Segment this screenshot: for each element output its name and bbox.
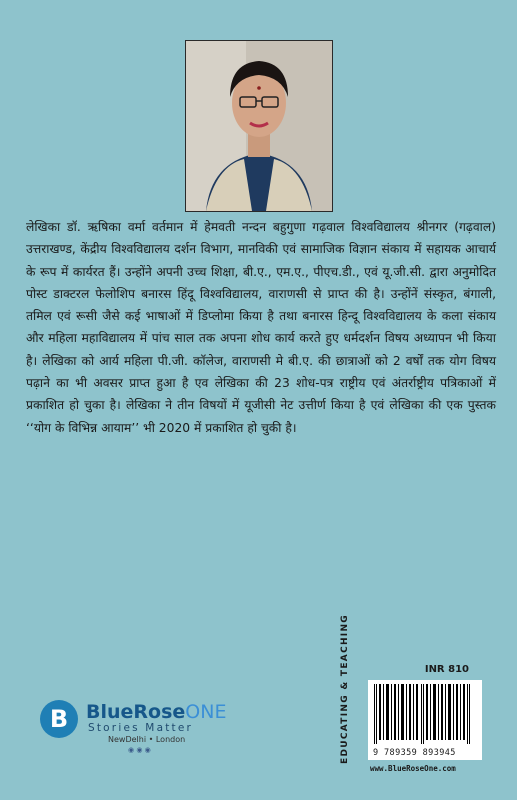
publisher-name-accent: ONE [185,701,227,723]
publisher-website: www.BlueRoseOne.com [370,764,456,773]
isbn-number: 9 789359 893945 [373,748,456,758]
publisher-name-main: BlueRose [86,701,186,723]
publisher-tagline: Stories Matter [88,722,194,734]
publisher-logo: B [40,700,78,738]
price-label: INR 810 [424,664,469,675]
publisher-name [86,701,226,723]
category-label [330,614,360,774]
barcode-bars [368,680,482,746]
social-icons: ◉ ◉ ◉ [128,746,151,754]
author-bio: लेखिका डॉ. ऋषिका वर्मा वर्तमान में हेमवती नन्दन बहुगुणा गढ़वाल विश्वविद्यालय श्रीनगर (गढ़वाल) उत्तराखण्ड, केंद्रीय विश्वविद्यालय दर्शन विभाग, मानविकी एवं सामाजिक विज्ञान संकाय में सहायक आचार्य के रूप में कार्यरत हैं। उन्होंने अपनी उच्च शिक्षा, बी.ए., एम.ए., पीएच.डी., एवं यू.जी.सी. द्वारा अनुमोदित पोस्ट डाक्टरल फेलोशिप बनारस हिंदू विश्वविद्यालय, वाराणसी से प्राप्त की है। उन्होंनें संस्कृत, बंगाली, तमिल एवं रूसी जैसे कई भाषाओं में डिप्लोमा किया है तथा बनारस हिन्दू विश्वविद्यालय के कला संकाय और महिला महाविद्यालय में पांच साल तक अपना शोध कार्य करते हुए धर्मदर्शन विषय अध्यापन भी किया है। लेखिका को आर्य महिला पी.जी. कॉलेज, वाराणसी मे बी.ए. की छात्राओं को 2 वर्षों तक योग विषय पढ़ाने का भी अवसर प्राप्त हुआ है एव लेखिका की 23 शोध-पत्र राष्ट्रीय एवं अंतर्राष्ट्रीय पत्रिकाओं में प्रकाशित हो चुका है। लेखिका ने तीन विषयों में यूजीसी नेट उत्तीर्ण किया है एवं लेखिका की एक पुस्तक ‘‘योग के विभिन्न आयाम’’ भी 2020 में प्रकाशित हो चुकी है। [26,220,496,435]
category-text: EDUCATING & TEACHING [340,614,350,764]
publisher-cities: NewDelhi • London [108,735,186,744]
author-photo [185,40,333,212]
